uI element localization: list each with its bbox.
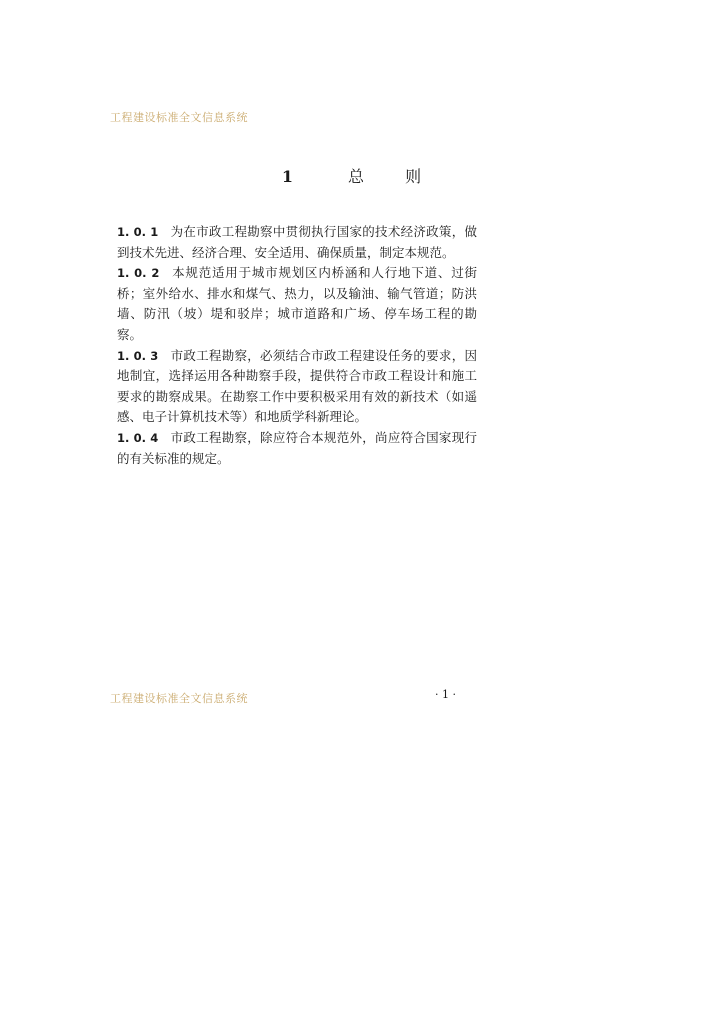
- chapter-number: 1: [281, 167, 295, 186]
- clause-text: 市政工程勘察，必须结合市政工程建设任务的要求，因地制宜，选择运用各种勘察手段，提供符合市政工程设计和施工要求的勘察成果。在勘察工作中要积极采用有效的新技术（如遥感、电子计算机技术等）和地质学科新理论。: [117, 347, 477, 425]
- chapter-title-part1: 总: [348, 167, 366, 186]
- clause-1-0-4: [117, 428, 477, 469]
- watermark-top: 工程建设标准全文信息系统: [110, 111, 248, 124]
- chapter-title-part2: 则: [405, 167, 423, 186]
- clause-number: 1. 0. 2: [117, 266, 160, 281]
- clause-number: 1. 0. 3: [117, 348, 159, 363]
- clause-number: 1. 0. 1: [117, 225, 159, 239]
- clause-text: 市政工程勘察，除应符合本规范外，尚应符合国家现行的有关标准的规定。: [117, 429, 477, 466]
- clause-list: [117, 222, 477, 469]
- clause-1-0-1: [117, 222, 477, 263]
- clause-text: 本规范适用于城市规划区内桥涵和人行地下道、过街桥；室外给水、排水和煤气、热力，以及输油、输气管道；防洪墙、防汛（坡）堤和驳岸；城市道路和广场、停车场工程的勘察。: [117, 265, 478, 342]
- clause-number: 1. 0. 4: [117, 430, 159, 445]
- clause-text: 为在市政工程勘察中贯彻执行国家的技术经济政策，做到技术先进、经济合理、安全适用、确保质量，制定本规范。: [117, 224, 477, 260]
- clause-1-0-2: [117, 263, 477, 345]
- watermark-bottom: 工程建设标准全文信息系统: [110, 692, 248, 705]
- page-number: · 1 ·: [435, 688, 456, 701]
- chapter-title: [0, 164, 724, 187]
- clause-1-0-3: [117, 346, 477, 428]
